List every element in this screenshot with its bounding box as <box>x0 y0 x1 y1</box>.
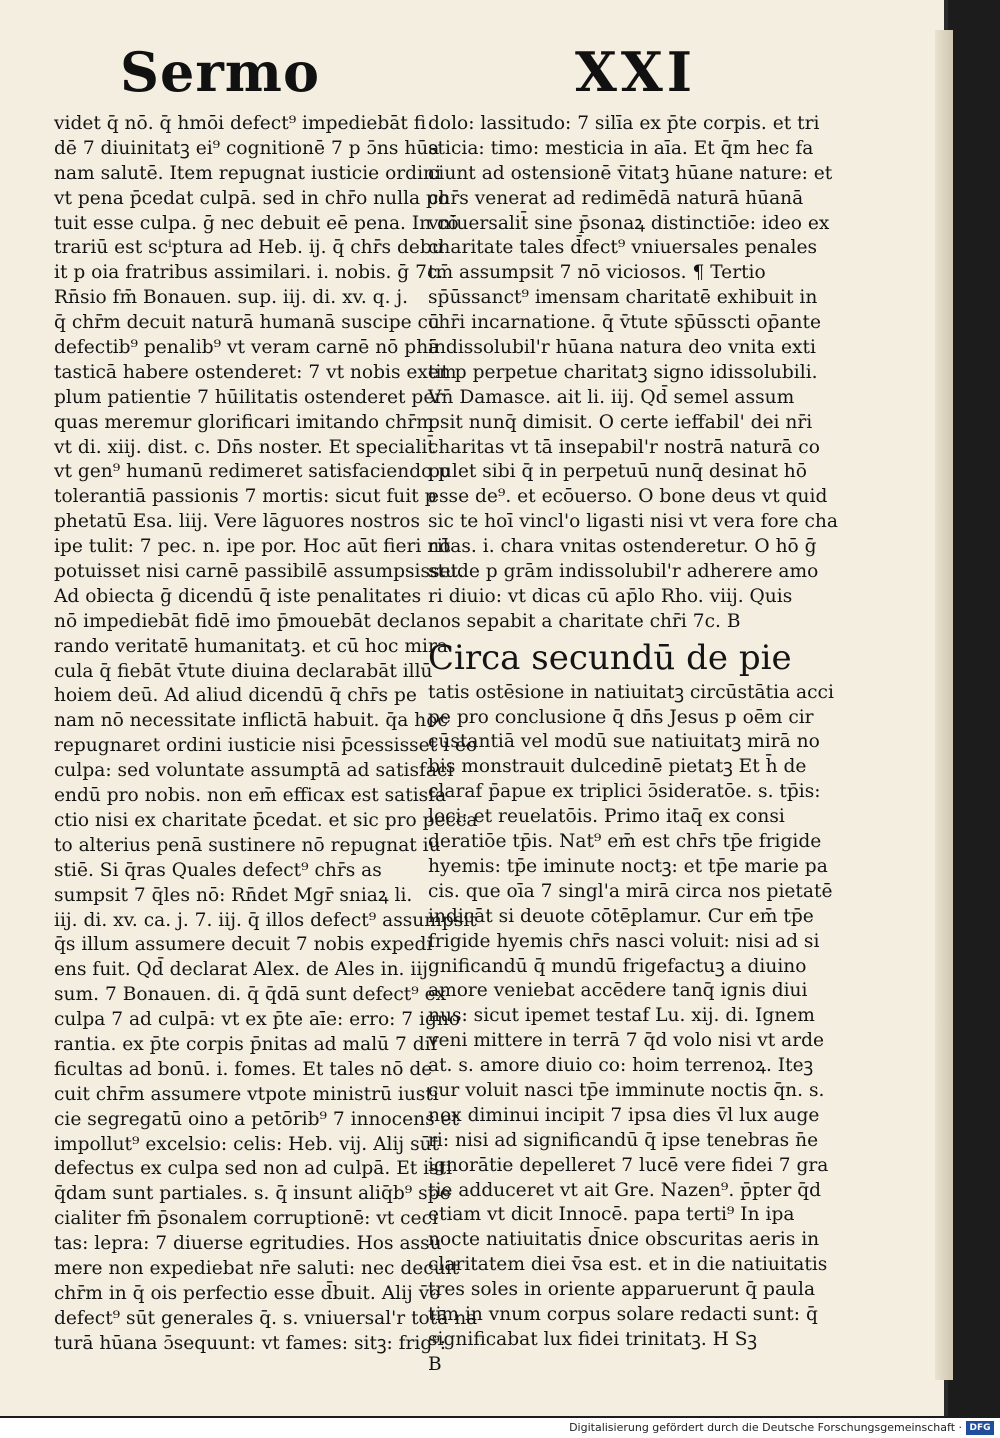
text-line: veni mittere in terrā 7 q̄d volo nisi vt arde <box>428 1030 825 1052</box>
text-line: psit nunq̄ dimisit. O certe ieffabil' dei nr̄i <box>428 411 813 433</box>
text-line: tie adduceret vt ait Gre. Nazen⁹. p̄pter q̄d <box>428 1179 822 1201</box>
text-line: sum. 7 Bonauen. di. q̄ q̄dā sunt defect⁹ ex <box>54 984 447 1006</box>
text-line: sp̄ūssanct⁹ imensam charitatē exhibuit in <box>428 287 818 309</box>
text-line: tuit esse culpa. ḡ nec debuit eē pena. In cō <box>54 212 459 234</box>
text-line: ipe tulit: 7 pec. n. ipe por. Hoc aūt fieri nō <box>54 536 451 558</box>
text-line: ctio nisi ex charitate p̄cedat. et sic pro pecca <box>54 809 478 831</box>
text-line: q̄dam sunt partiales. s. q̄ insunt aliq̄b⁹ spe <box>54 1183 451 1205</box>
text-line: cūstantiā vel modū sue natiuitatꝫ mirā no <box>428 731 820 753</box>
text-line: vt pena p̄cedat culpā. sed in chr̄o nulla po <box>54 187 450 209</box>
text-line: chr̄m in q̄ ois perfectio esse d̄buit. Alij v̄o <box>54 1282 441 1304</box>
text-line: at. s. amore diuio co: hoim terrenoꝝ. Iteꝫ <box>428 1055 814 1077</box>
text-line: dē 7 diuinitatꝫ ei⁹ cognitionē 7 p ɔ̄ns hūa <box>54 137 440 159</box>
running-head-right: XXI <box>575 40 697 104</box>
text-line: amore veniebat accēdere tanq̄ ignis diui <box>428 980 808 1002</box>
text-line: ciunt ad ostensionē v̄itatꝫ hūane nature: et <box>428 162 833 184</box>
text-line: to alterius penā sustinere nō repugnat iu <box>54 834 441 856</box>
text-line: rantia. ex p̄te corpis p̄nitas ad malū 7 dif <box>54 1033 438 1055</box>
text-line: rando veritatē humanitatꝫ. et cū hoc mira <box>54 635 448 657</box>
text-line: Circa secundū de pie <box>428 637 792 678</box>
text-line: trariū est scⁱptura ad Heb. ij. q̄ chr̄s debu <box>54 237 444 259</box>
text-line: defect⁹ sūt generales q̄. s. vniuersal'r totā na <box>54 1307 478 1329</box>
page-edge <box>935 30 953 1380</box>
text-line: esse de⁹. et ecōuerso. O bone deus vt quid <box>428 486 828 508</box>
text-line: nō impediebāt fidē imo p̄mouebāt decla <box>54 610 428 632</box>
text-line: q̄ chr̄m decuit naturā humanā suscipe cū <box>54 312 440 334</box>
text-line: endū pro nobis. non em̄ efficax est satisfa <box>54 785 447 807</box>
text-line: phetatū Esa. liij. Vere lāguores nostros <box>54 511 421 533</box>
text-line: it p oia fratribus assimilari. i. nobis. ḡ 7c. <box>54 262 444 284</box>
text-line: tit p perpetue charitatꝫ signo idissolubili. <box>428 361 818 383</box>
text-line: potuisset nisi carnē passibilē assumpsisset. <box>54 561 464 583</box>
text-line: cie segregatū oino a petōrib⁹ 7 innocens et <box>54 1108 460 1130</box>
text-line: repugnaret ordini iusticie nisi p̄cessisset i eo <box>54 735 478 757</box>
text-line: cuit chr̄m assumere vtpote ministrū iusti <box>54 1083 439 1105</box>
funding-credit: Digitalisierung gefördert durch die Deutsche Forschungsgemeinschaft · <box>569 1421 962 1434</box>
text-line: etiam vt dicit Innocē. papa terti⁹ In ipa <box>428 1204 795 1226</box>
text-line: charitate tales d̄fect⁹ vniuersales penales <box>428 237 818 259</box>
text-line: videt q̄ nō. q̄ hmōi defect⁹ impediebāt fi <box>54 113 427 134</box>
text-line: ens fuit. Qd̄ declarat Alex. de Ales in. iij <box>54 959 429 981</box>
text-line: tres soles in oriente apparuerunt q̄ paula <box>428 1279 816 1301</box>
text-line: defectus ex culpa sed non ad culpā. Et isti <box>54 1158 453 1180</box>
text-line: quas meremur glorificari imitando chr̄m <box>54 411 434 433</box>
right-text-column <box>428 112 838 1378</box>
text-line: ri: nisi ad significandū q̄ ipse tenebras n̄e <box>428 1129 819 1151</box>
text-line: tas: lepra: 7 diuerse egritudies. Hos assu <box>54 1233 442 1255</box>
text-line: nam salutē. Item repugnat iusticie ordini <box>54 162 441 184</box>
text-line: impollut⁹ excelsio: celis: Heb. vij. Alij sūt <box>54 1133 440 1155</box>
text-line: nox diminui incipit 7 ipsa dies v̄l lux auge <box>428 1104 820 1126</box>
text-line: tm̄ assumpsit 7 nō viciosos. ¶ Tertio <box>428 262 766 284</box>
text-line: pulet sibi q̄ in perpetuū nunq̄ desinat hō <box>428 461 807 483</box>
text-line: sic te hoī vincl'o ligasti nisi vt vera fore cha <box>428 511 838 533</box>
text-line: tasticā habere ostenderet: 7 vt nobis exem <box>54 361 457 383</box>
text-line: iij. di. xv. ca. j. 7. iij. q̄ illos defect⁹ assumpsit <box>54 909 477 931</box>
text-line: stiē. Si q̄ras Quales defect⁹ chr̄s as <box>54 859 382 881</box>
text-line: frigide hyemis chr̄s nasci voluit: nisi ad si <box>428 930 820 952</box>
dfg-logo: DFG <box>966 1421 994 1435</box>
text-line: claritatem diei v̄sa est. et in die natiuitatis <box>428 1254 828 1276</box>
text-line: sticia: timo: mesticia in aīa. Et q̄m hec fa <box>428 137 814 159</box>
text-line: turā hūana ɔ̄sequunt: vt fames: sitꝫ: frig⁹: <box>54 1332 446 1354</box>
text-line: dolo: lassitudo: 7 silīa ex p̄te corpis. et tri <box>428 113 820 134</box>
text-line: culpa 7 ad culpā: vt ex p̄te aīe: erro: 7 igno <box>54 1009 461 1031</box>
text-line: stude p grām indissolubil'r adherere amo <box>428 561 819 583</box>
text-line: hoiem deū. Ad aliud dicendū q̄ chr̄s pe <box>54 685 417 707</box>
text-line: Rn̄sio fm̄ Bonauen. sup. iij. di. xv. q. j. <box>54 287 409 309</box>
text-line: cula q̄ fiebāt v̄tute diuina declarabāt illū <box>54 660 433 682</box>
text-line: pe pro conclusione q̄ dn̄s Jesus p oēm cir <box>428 706 814 728</box>
text-line: defectib⁹ penalib⁹ vt veram carnē nō phā <box>54 337 440 359</box>
text-line: deratiōe tp̄is. Nat⁹ em̄ est chr̄s tp̄e frigide <box>428 831 822 853</box>
text-line: hyemis: tp̄e iminute noctꝫ: et tp̄e marie pa <box>428 855 828 877</box>
text-line: indicāt si deuote cōtēplamur. Cur em̄ tp̄e <box>428 905 814 927</box>
text-line: nus: sicut ipemet testaf Lu. xij. di. Ignem <box>428 1005 815 1027</box>
text-line: vt di. xiij. dist. c. Dn̄s noster. Et specialit̄ <box>54 436 435 458</box>
text-line: sumpsit 7 q̄les nō: Rn̄det Mgr̄ sniaꝝ li. <box>54 884 413 906</box>
text-line: bis monstrauit dulcedinē pietatꝫ Et h̄ de <box>428 756 807 778</box>
text-line: vniuersalit̄ sine p̄sonaꝝ distinctiōe: ideo ex <box>428 212 830 234</box>
text-line: cis. que oīa 7 singl'a mirā circa nos pietatē <box>428 880 833 902</box>
text-line: ritas. i. chara vnitas ostenderetur. O hō ḡ <box>428 536 817 558</box>
text-line: Ad obiecta ḡ dicendū q̄ iste penalitates <box>54 585 422 607</box>
text-line: B <box>428 1353 442 1375</box>
text-line: indissolubil'r hūana natura deo vnita exti <box>428 337 816 359</box>
text-line: Vn̄ Damasce. ait li. iij. Qd̄ semel assum <box>428 386 795 408</box>
text-line: vt gen⁹ humanū redimeret satisfaciendo p <box>54 461 451 483</box>
text-line: nos sepabit a charitate chr̄i 7c. B <box>428 610 741 632</box>
text-line: ficultas ad bonū. i. fomes. Et tales nō de <box>54 1058 433 1080</box>
text-line: cur voluit nasci tp̄e imminute noctis q̄n. s. <box>428 1079 825 1101</box>
text-line: tolerantiā passionis 7 mortis: sicut fuit p <box>54 486 437 508</box>
text-line: tim in vnum corpus solare redacti sunt: q̄ <box>428 1303 818 1325</box>
text-line: ignorātie depelleret 7 lucē vere fidei 7 gra <box>428 1154 829 1176</box>
text-line: mere non expediebat nr̄e saluti: nec decuit <box>54 1257 460 1279</box>
text-line: q̄s illum assumere decuit 7 nobis expedi <box>54 934 433 956</box>
text-line: nocte natiuitatis d̄nice obscuritas aeris in <box>428 1229 820 1251</box>
text-line: significabat lux fidei trinitatꝫ. H Sꝫ <box>428 1328 758 1350</box>
text-line: loci: et reuelatōis. Primo itaq̄ ex consi <box>428 806 785 828</box>
text-line: plum patientie 7 hūilitatis ostenderet per <box>54 386 444 408</box>
text-line: cialiter fm̄ p̄sonalem corruptionē: vt ceci <box>54 1208 438 1230</box>
text-line: nam nō necessitate inflictā habuit. q̄a hoc <box>54 710 448 732</box>
running-head-left: Sermo <box>120 40 320 104</box>
text-line: charitas vt tā insepabil'r nostrā naturā co <box>428 436 820 458</box>
text-line: ri diuio: vt dicas cū ap̄lo Rho. viij. Quis <box>428 585 793 607</box>
footer-bar <box>0 1418 1000 1438</box>
text-line: chr̄s venerat ad redimēdā naturā hūanā <box>428 187 804 209</box>
text-line: gnificandū q̄ mundū frigefactuꝫ a diuino <box>428 955 807 977</box>
left-text-column <box>54 112 478 1357</box>
text-line: claraf p̄apue ex triplici ɔ̄sideratōe. s. tp̄is: <box>428 781 821 803</box>
text-line: chr̄i incarnatione. q̄ v̄tute sp̄ūsscti op̄ante <box>428 312 821 334</box>
text-line: culpa: sed voluntate assumptā ad satisfaci <box>54 760 454 782</box>
text-line: tatis ostēsione in natiuitatꝫ circūstātia acci <box>428 681 834 703</box>
